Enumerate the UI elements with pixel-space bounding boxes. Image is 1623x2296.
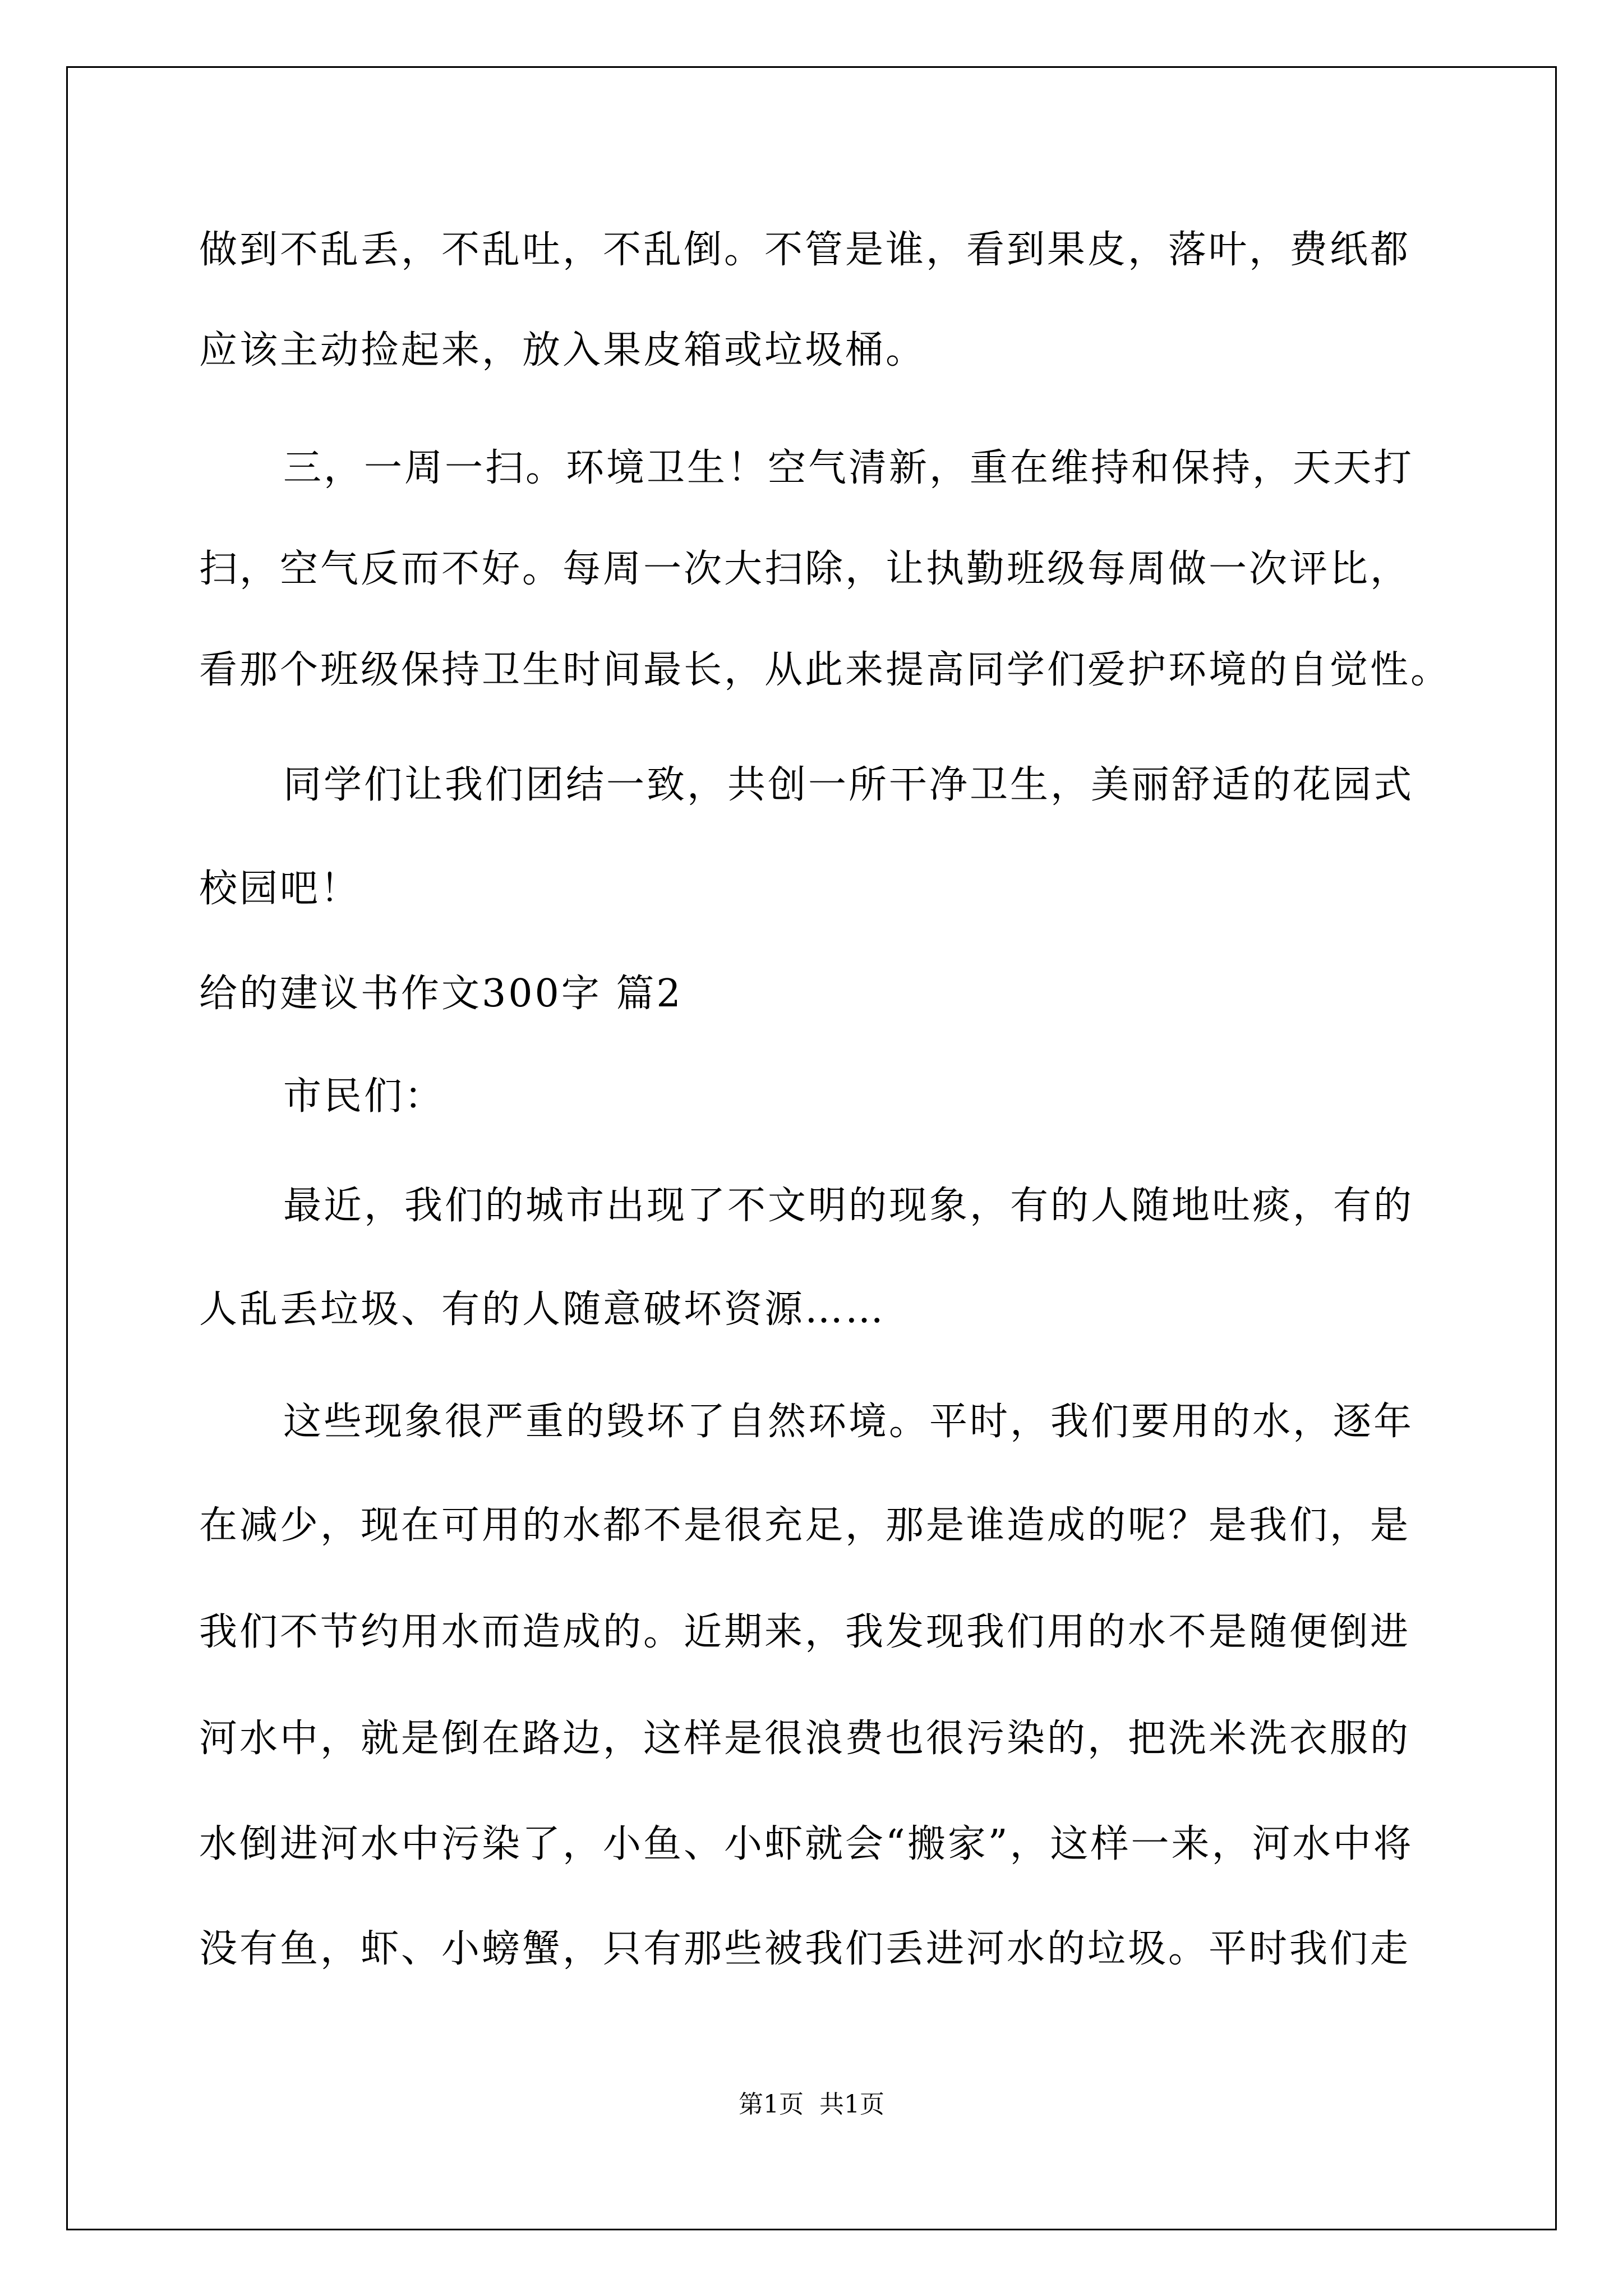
paragraph-line: 做到不乱丢，不乱吐，不乱倒。不管是谁，看到果皮，落叶，费纸都 [199, 228, 1411, 272]
paragraph-line: 最近，我们的城市出现了不文明的现象，有的人随地吐痰，有的 [283, 1184, 1414, 1228]
paragraph-line: 三，一周一扫。环境卫生！空气清新，重在维持和保持，天天打 [283, 446, 1414, 490]
paragraph-line: 河水中，就是倒在路边，这样是很浪费也很污染的，把洗米洗衣服的 [199, 1717, 1411, 1761]
paragraph-line: 扫，空气反而不好。每周一次大扫除，让执勤班级每周做一次评比， [199, 547, 1411, 591]
paragraph-line: 在减少，现在可用的水都不是很充足，那是谁造成的呢？是我们，是 [199, 1503, 1411, 1548]
section-heading: 给的建议书作文300字 篇2 [199, 972, 683, 1016]
page-number: 第1页 [739, 2090, 804, 2119]
page-total: 共1页 [819, 2090, 884, 2119]
paragraph-line: 人乱丢垃圾、有的人随意破坏资源…… [199, 1287, 886, 1332]
page-border [66, 66, 1557, 2230]
paragraph-line: 这些现象很严重的毁坏了自然环境。平时，我们要用的水，逐年 [283, 1400, 1414, 1444]
paragraph-line: 水倒进河水中污染了，小鱼、小虾就会“搬家”，这样一来，河水中将 [199, 1822, 1414, 1866]
paragraph-line: 看那个班级保持卫生时间最长，从此来提高同学们爱护环境的自觉性。 [199, 648, 1451, 692]
paragraph-line: 同学们让我们团结一致，共创一所干净卫生，美丽舒适的花园式 [283, 763, 1414, 807]
paragraph-line: 校园吧！ [199, 867, 361, 911]
salutation: 市民们： [283, 1074, 445, 1119]
paragraph-line: 应该主动捡起来，放入果皮箱或垃圾桶。 [199, 328, 926, 372]
paragraph-line: 没有鱼，虾、小螃蟹，只有那些被我们丢进河水的垃圾。平时我们走 [199, 1927, 1411, 1971]
page-footer [0, 2088, 1623, 2122]
paragraph-line: 我们不节约用水而造成的。近期来，我发现我们用的水不是随便倒进 [199, 1610, 1411, 1654]
